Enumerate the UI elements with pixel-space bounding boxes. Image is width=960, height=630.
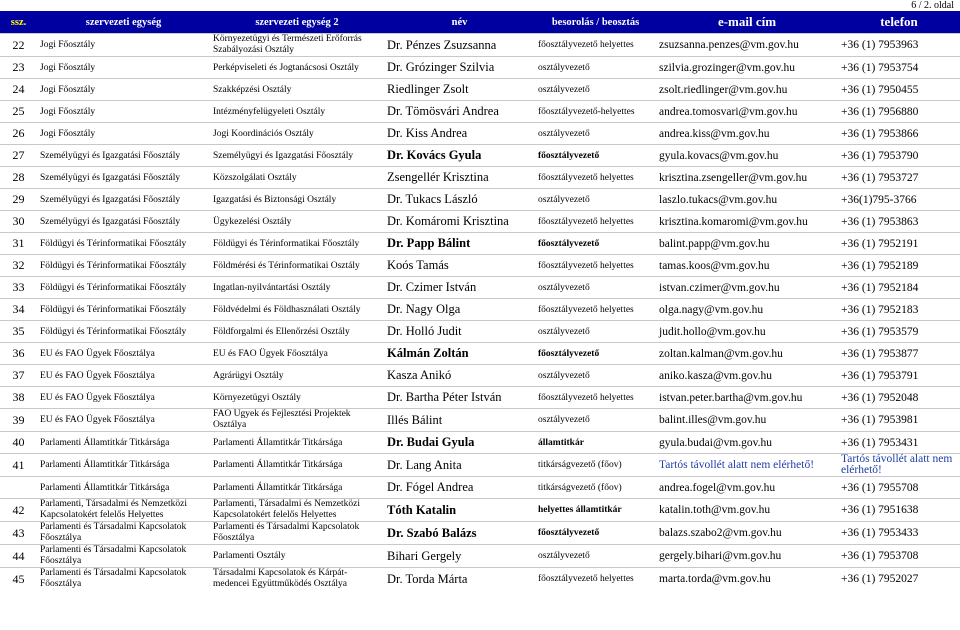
cell-unit2: Közszolgálati Osztály bbox=[213, 172, 297, 183]
cell-position: főosztályvezető bbox=[538, 150, 600, 161]
cell-name: Kálmán Zoltán bbox=[387, 346, 469, 360]
cell-unit2: Igazgatási és Biztonsági Osztály bbox=[213, 194, 337, 205]
cell-number: 27 bbox=[12, 148, 25, 162]
cell-unit: Parlamenti, Társadalmi és Nemzetközi Kapcsolatokért felelős Helyettes bbox=[40, 499, 188, 520]
cell-phone: +36 (1) 7953579 bbox=[841, 325, 919, 338]
cell-unit2: Parlamenti és Társadalmi Kapcsolatok Főosztálya bbox=[213, 522, 360, 543]
table-row bbox=[0, 568, 960, 590]
table-row bbox=[0, 255, 960, 276]
cell-number bbox=[0, 477, 37, 498]
cell-phone: +36 (1) 7955708 bbox=[841, 481, 919, 494]
cell-unit2: Perképviseleti és Jogtanácsosi Osztály bbox=[213, 62, 359, 73]
cell-number: 44 bbox=[12, 548, 25, 563]
cell-email: istvan.peter.bartha@vm.gov.hu bbox=[659, 391, 803, 404]
cell-email: laszlo.tukacs@vm.gov.hu bbox=[659, 193, 778, 206]
cell-unit2: Agrárügyi Osztály bbox=[213, 370, 284, 381]
cell-email: szilvia.grozinger@vm.gov.hu bbox=[659, 61, 795, 74]
cell-position: főosztályvezető-helyettes bbox=[538, 106, 635, 117]
cell-unit: Jogi Főosztály bbox=[40, 62, 96, 73]
table-row bbox=[0, 57, 960, 78]
cell-email: marta.torda@vm.gov.hu bbox=[659, 573, 771, 585]
cell-number: 35 bbox=[12, 324, 25, 338]
cell-position: főosztályvezető helyettes bbox=[538, 260, 634, 271]
cell-unit2: Parlamenti Osztály bbox=[213, 551, 286, 561]
cell-number: 31 bbox=[12, 236, 25, 250]
cell-position: főosztályvezető bbox=[538, 528, 600, 538]
col-header-unit: szervezeti egység bbox=[37, 11, 210, 33]
cell-unit2: Szakképzési Osztály bbox=[213, 84, 292, 95]
table-row bbox=[0, 365, 960, 386]
cell-name: Dr. Komáromi Krisztina bbox=[387, 214, 509, 228]
cell-unit2: Környezetügyi Osztály bbox=[213, 392, 301, 403]
cell-email: judit.hollo@vm.gov.hu bbox=[659, 325, 766, 338]
cell-name: Riedlinger Zsolt bbox=[387, 82, 469, 96]
table-row bbox=[0, 432, 960, 453]
cell-unit: Földügyi és Térinformatikai Főosztály bbox=[40, 326, 187, 337]
cell-email: krisztina.zsengeller@vm.gov.hu bbox=[659, 171, 808, 184]
cell-phone: +36 (1) 7956880 bbox=[841, 105, 919, 118]
cell-name: Tóth Katalin bbox=[387, 502, 457, 517]
col-header-ssz: ssz. bbox=[0, 11, 37, 33]
cell-name: Illés Bálint bbox=[387, 412, 443, 427]
cell-position: főosztályvezető helyettes bbox=[538, 172, 634, 183]
cell-position: osztályvezető bbox=[538, 128, 590, 139]
cell-email: gyula.kovacs@vm.gov.hu bbox=[659, 149, 779, 162]
cell-number: 33 bbox=[12, 280, 25, 294]
cell-name: Dr. Fógel Andrea bbox=[387, 480, 474, 494]
cell-phone: +36 (1) 7952027 bbox=[841, 573, 919, 585]
cell-unit: EU és FAO Ügyek Főosztálya bbox=[40, 348, 155, 359]
cell-unit2: Ügykezelési Osztály bbox=[213, 216, 292, 227]
cell-name: Dr. Lang Anita bbox=[387, 457, 462, 472]
cell-phone: +36 (1) 7953877 bbox=[841, 347, 919, 360]
cell-unit: Jogi Főosztály bbox=[40, 128, 96, 139]
cell-email: andrea.kiss@vm.gov.hu bbox=[659, 127, 770, 140]
cell-unit2: Jogi Koordinációs Osztály bbox=[213, 128, 314, 139]
cell-unit2: Földmérési és Térinformatikai Osztály bbox=[213, 260, 360, 271]
col-header-unit2: szervezeti egység 2 bbox=[210, 11, 384, 33]
table-row bbox=[0, 454, 960, 476]
cell-position: főosztályvezető bbox=[538, 238, 600, 249]
cell-unit: EU és FAO Ügyek Főosztálya bbox=[40, 370, 155, 381]
cell-unit: Személyügyi és Igazgatási Főosztály bbox=[40, 216, 181, 227]
cell-number: 41 bbox=[12, 457, 25, 472]
cell-position: osztályvezető bbox=[538, 326, 590, 337]
cell-number: 39 bbox=[12, 412, 25, 427]
cell-unit2: Személyügyi és Igazgatási Főosztály bbox=[213, 150, 354, 161]
table-row bbox=[0, 189, 960, 210]
cell-number: 45 bbox=[12, 571, 25, 586]
cell-phone: +36 (1) 7951638 bbox=[841, 504, 919, 516]
cell-name: Dr. Bartha Péter István bbox=[387, 390, 502, 404]
table-row bbox=[0, 211, 960, 232]
cell-phone: +36 (1) 7952183 bbox=[841, 303, 919, 316]
table-row bbox=[0, 387, 960, 408]
cell-email: Tartós távollét alatt nem elérhető! bbox=[659, 459, 815, 471]
cell-email: tamas.koos@vm.gov.hu bbox=[659, 259, 770, 272]
cell-number: 36 bbox=[12, 346, 25, 360]
cell-unit2: FAO Ügyek és Fejlesztési Projektek Osztálya bbox=[213, 409, 351, 430]
cell-name: Dr. Szabó Balázs bbox=[387, 525, 477, 540]
cell-name: Dr. Tukacs László bbox=[387, 192, 478, 206]
cell-number: 32 bbox=[12, 258, 25, 272]
cell-number: 22 bbox=[12, 37, 25, 52]
cell-unit: Jogi Főosztály bbox=[40, 84, 96, 95]
cell-number: 40 bbox=[12, 435, 25, 449]
cell-unit: Földügyi és Térinformatikai Főosztály bbox=[40, 282, 187, 293]
cell-name: Dr. Holló Judit bbox=[387, 324, 462, 338]
cell-position: osztályvezető bbox=[538, 84, 590, 95]
table-row bbox=[0, 277, 960, 298]
cell-email: zsuzsanna.penzes@vm.gov.hu bbox=[659, 39, 799, 51]
cell-phone: Tartós távollét alatt nem elérhető! bbox=[841, 454, 953, 476]
cell-name: Dr. Kiss Andrea bbox=[387, 126, 468, 140]
header-row bbox=[0, 11, 960, 33]
cell-phone: +36 (1) 7950455 bbox=[841, 83, 919, 96]
cell-unit2: EU és FAO Ügyek Főosztálya bbox=[213, 348, 328, 359]
cell-email: krisztina.komaromi@vm.gov.hu bbox=[659, 215, 808, 228]
cell-position: osztályvezető bbox=[538, 551, 590, 561]
cell-number: 28 bbox=[12, 170, 25, 184]
cell-name: Bihari Gergely bbox=[387, 548, 462, 563]
cell-unit: Személyügyi és Igazgatási Főosztály bbox=[40, 150, 181, 161]
cell-unit2: Ingatlan-nyilvántartási Osztály bbox=[213, 282, 331, 293]
cell-unit: Földügyi és Térinformatikai Főosztály bbox=[40, 238, 187, 249]
cell-email: balint.illes@vm.gov.hu bbox=[659, 414, 767, 426]
cell-phone: +36 (1) 7953790 bbox=[841, 149, 919, 162]
cell-position: államtitkár bbox=[538, 437, 584, 448]
cell-email: gyula.budai@vm.gov.hu bbox=[659, 436, 773, 449]
cell-name: Dr. Kovács Gyula bbox=[387, 148, 482, 162]
cell-position: főosztályvezető helyettes bbox=[538, 216, 634, 227]
table-row bbox=[0, 167, 960, 188]
cell-position: osztályvezető bbox=[538, 282, 590, 293]
cell-phone: +36 (1) 7953963 bbox=[841, 39, 919, 51]
table-row bbox=[0, 409, 960, 431]
cell-number: 37 bbox=[12, 368, 25, 382]
cell-phone: +36 (1) 7953791 bbox=[841, 369, 919, 382]
cell-number: 29 bbox=[12, 192, 25, 206]
cell-unit: Személyügyi és Igazgatási Főosztály bbox=[40, 194, 181, 205]
cell-name: Dr. Tömösvári Andrea bbox=[387, 104, 499, 118]
table-row bbox=[0, 123, 960, 144]
cell-name: Dr. Budai Gyula bbox=[387, 435, 475, 449]
cell-number: 30 bbox=[12, 214, 25, 228]
table-row bbox=[0, 79, 960, 100]
cell-email: istvan.czimer@vm.gov.hu bbox=[659, 281, 780, 294]
cell-number: 25 bbox=[12, 104, 25, 118]
cell-phone: +36(1)795-3766 bbox=[841, 193, 917, 206]
cell-phone: +36 (1) 7953754 bbox=[841, 61, 919, 74]
cell-name: Zsengellér Krisztina bbox=[387, 170, 489, 184]
cell-phone: +36 (1) 7953708 bbox=[841, 550, 919, 562]
page-number: 6 / 2. oldal bbox=[911, 0, 954, 11]
cell-unit2: Földforgalmi és Ellenőrzési Osztály bbox=[213, 326, 350, 337]
cell-number: 34 bbox=[12, 302, 25, 316]
col-header-name: név bbox=[384, 11, 535, 33]
cell-position: osztályvezető bbox=[538, 62, 590, 73]
cell-unit: Személyügyi és Igazgatási Főosztály bbox=[40, 172, 181, 183]
cell-number: 26 bbox=[12, 126, 25, 140]
cell-unit: Parlamenti Államtitkár Titkársága bbox=[40, 460, 170, 470]
cell-unit: Parlamenti Államtitkár Titkársága bbox=[40, 437, 170, 448]
cell-email: aniko.kasza@vm.gov.hu bbox=[659, 369, 773, 382]
cell-phone: +36 (1) 7952189 bbox=[841, 259, 919, 272]
cell-position: főosztályvezető helyettes bbox=[538, 40, 634, 50]
cell-position: főosztályvezető helyettes bbox=[538, 574, 634, 584]
cell-email: balint.papp@vm.gov.hu bbox=[659, 237, 770, 250]
table-row bbox=[0, 233, 960, 254]
cell-email: olga.nagy@vm.gov.hu bbox=[659, 303, 764, 316]
cell-unit2: Parlamenti Államtitkár Titkársága bbox=[213, 482, 343, 493]
table-row bbox=[0, 499, 960, 521]
cell-number: 23 bbox=[12, 60, 25, 74]
cell-position: helyettes államtitkár bbox=[538, 505, 622, 515]
cell-email: katalin.toth@vm.gov.hu bbox=[659, 504, 771, 516]
cell-phone: +36 (1) 7953433 bbox=[841, 527, 919, 539]
table-row bbox=[0, 34, 960, 56]
table-row bbox=[0, 343, 960, 364]
table-row bbox=[0, 545, 960, 567]
cell-number: 43 bbox=[12, 525, 25, 540]
cell-unit2: Földügyi és Térinformatikai Főosztály bbox=[213, 238, 360, 249]
cell-phone: +36 (1) 7952048 bbox=[841, 391, 919, 404]
cell-number: 24 bbox=[12, 82, 25, 96]
cell-position: osztályvezető bbox=[538, 370, 590, 381]
cell-position: főosztályvezető helyettes bbox=[538, 304, 634, 315]
cell-unit: EU és FAO Ügyek Főosztálya bbox=[40, 415, 155, 425]
cell-number: 38 bbox=[12, 390, 25, 404]
cell-phone: +36 (1) 7953981 bbox=[841, 414, 919, 426]
cell-unit: Földügyi és Térinformatikai Főosztály bbox=[40, 304, 187, 315]
cell-position: osztályvezető bbox=[538, 415, 590, 425]
cell-phone: +36 (1) 7953866 bbox=[841, 127, 919, 140]
cell-email: andrea.tomosvari@vm.gov.hu bbox=[659, 105, 798, 118]
cell-unit2: Környezetügyi és Természeti Erőforrás Szabályozási Osztály bbox=[213, 34, 362, 55]
cell-email: andrea.fogel@vm.gov.hu bbox=[659, 481, 776, 494]
cell-email: gergely.bihari@vm.gov.hu bbox=[659, 550, 782, 562]
cell-name: Dr. Nagy Olga bbox=[387, 302, 461, 316]
cell-phone: +36 (1) 7953431 bbox=[841, 436, 919, 449]
cell-unit: Jogi Főosztály bbox=[40, 106, 96, 117]
cell-unit2: Intézményfelügyeleti Osztály bbox=[213, 106, 326, 117]
table-row bbox=[0, 101, 960, 122]
cell-unit2: Parlamenti, Társadalmi és Nemzetközi Kapcsolatokért felelős Helyettes bbox=[213, 499, 361, 520]
table-row bbox=[0, 477, 960, 498]
cell-name: Dr. Papp Bálint bbox=[387, 236, 471, 250]
cell-position: osztályvezető bbox=[538, 194, 590, 205]
cell-email: zsolt.riedlinger@vm.gov.hu bbox=[659, 83, 788, 96]
cell-name: Dr. Grózinger Szilvia bbox=[387, 60, 495, 74]
cell-unit: Jogi Főosztály bbox=[40, 40, 96, 50]
cell-name: Kasza Anikó bbox=[387, 368, 452, 382]
cell-unit: EU és FAO Ügyek Főosztálya bbox=[40, 392, 155, 403]
cell-unit: Parlamenti és Társadalmi Kapcsolatok Főosztálya bbox=[40, 522, 187, 543]
cell-unit: Földügyi és Térinformatikai Főosztály bbox=[40, 260, 187, 271]
cell-phone: +36 (1) 7953727 bbox=[841, 171, 919, 184]
cell-phone: +36 (1) 7953863 bbox=[841, 215, 919, 228]
cell-position: titkárságvezető (főov) bbox=[538, 460, 622, 470]
col-header-position: besorolás / beosztás bbox=[535, 11, 656, 33]
col-header-phone: telefon bbox=[838, 11, 960, 33]
table-row bbox=[0, 522, 960, 544]
cell-position: főosztályvezető bbox=[538, 348, 600, 359]
cell-name: Koós Tamás bbox=[387, 258, 449, 272]
table-row bbox=[0, 321, 960, 342]
cell-name: Dr. Pénzes Zsuzsanna bbox=[387, 37, 497, 52]
cell-email: balazs.szabo2@vm.gov.hu bbox=[659, 527, 782, 539]
staff-directory-table bbox=[0, 11, 960, 590]
cell-name: Dr. Torda Márta bbox=[387, 571, 468, 586]
cell-unit: Parlamenti Államtitkár Titkársága bbox=[40, 482, 170, 493]
cell-unit: Parlamenti és Társadalmi Kapcsolatok Főosztálya bbox=[40, 545, 187, 566]
cell-unit2: Társadalmi Kapcsolatok és Kárpát-medencei Együttműködés Osztálya bbox=[213, 568, 348, 589]
cell-unit2: Parlamenti Államtitkár Titkársága bbox=[213, 460, 343, 470]
cell-unit2: Földvédelmi és Földhasználati Osztály bbox=[213, 304, 361, 315]
cell-number: 42 bbox=[12, 502, 25, 517]
cell-unit: Parlamenti és Társadalmi Kapcsolatok Főosztálya bbox=[40, 568, 187, 589]
cell-email: zoltan.kalman@vm.gov.hu bbox=[659, 347, 783, 360]
col-header-email: e-mail cím bbox=[656, 11, 838, 33]
cell-unit2: Parlamenti Államtitkár Titkársága bbox=[213, 437, 343, 448]
cell-position: főosztályvezető helyettes bbox=[538, 392, 634, 403]
table-row bbox=[0, 145, 960, 166]
cell-phone: +36 (1) 7952191 bbox=[841, 237, 919, 250]
cell-position: titkárságvezető (főov) bbox=[538, 482, 622, 493]
cell-phone: +36 (1) 7952184 bbox=[841, 281, 919, 294]
table-row bbox=[0, 299, 960, 320]
cell-name: Dr. Czimer István bbox=[387, 280, 477, 294]
